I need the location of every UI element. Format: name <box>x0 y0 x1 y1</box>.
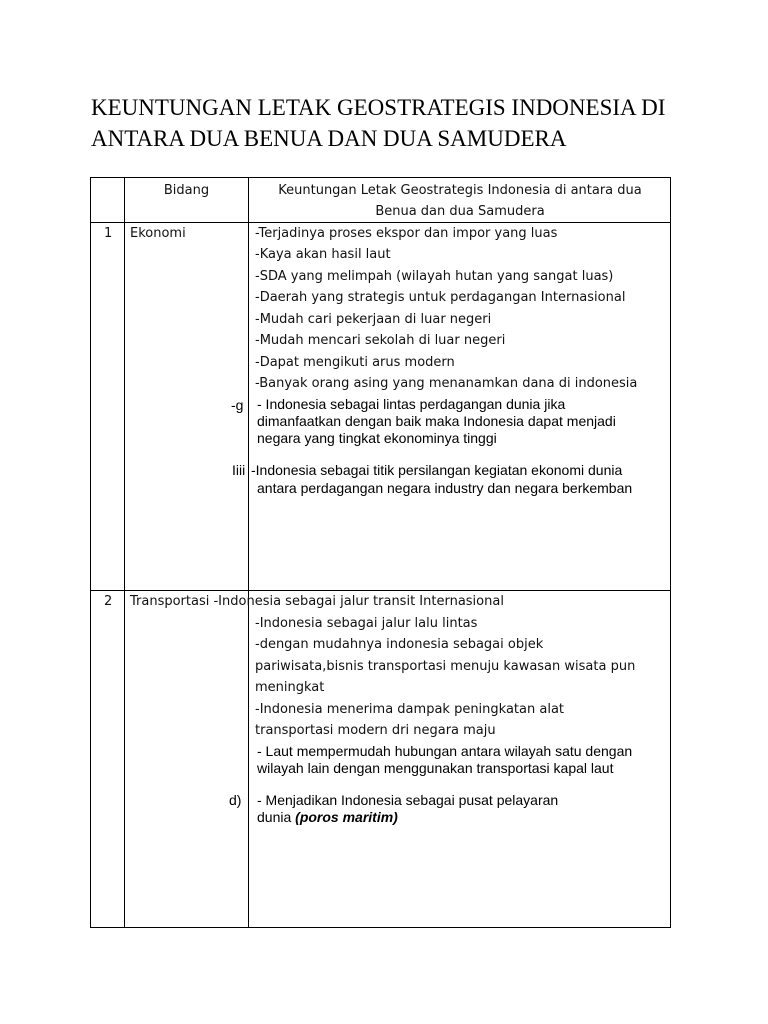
row-1-marker-g: -g <box>231 397 244 413</box>
title-line-2: ANTARA DUA BENUA DAN DUA SAMUDERA <box>91 126 567 151</box>
row-1-point: -Mudah cari pekerjaan di luar negeri <box>255 312 492 327</box>
header-bidang: Bidang <box>163 183 210 198</box>
row-2-bidang: Transportasi -Indonesia sebagai jalur transit Internasional <box>130 594 504 609</box>
row-2-point-d: - Menjadikan Indonesia sebagai pusat pelayaran <box>257 792 559 808</box>
row-1-point: -Banyak orang asing yang menanamkan dana di indonesia <box>255 376 638 391</box>
title-line-1: KEUNTUNGAN LETAK GEOSTRATEGIS INDONESIA DI <box>91 95 666 120</box>
row-1-point: -SDA yang melimpah (wilayah hutan yang sangat luas) <box>255 269 614 284</box>
row-1-bidang: Ekonomi <box>130 226 186 241</box>
row-divider <box>91 590 670 591</box>
row-2-point: meningkat <box>255 680 325 695</box>
poros-maritim-emphasis: (poros maritim) <box>295 809 398 825</box>
row-1-point-g: negara yang tingkat ekonominya tinggi <box>257 430 497 446</box>
row-2-number: 2 <box>104 594 113 609</box>
row-1-number: 1 <box>104 226 113 241</box>
row-1-point-g: - Indonesia sebagai lintas perdagangan dunia jika <box>257 396 566 412</box>
row-2-point: pariwisata,bisnis transportasi menuju kawasan wisata pun <box>255 659 636 674</box>
column-divider-bidang <box>248 178 249 927</box>
row-2-point: -dengan mudahnya indonesia sebagai objek <box>255 637 544 652</box>
header-keuntungan-line-1: Keuntungan Letak Geostrategis Indonesia di antara dua <box>278 183 642 198</box>
row-2-marker-d: d) <box>229 792 242 808</box>
column-divider-no <box>124 178 125 927</box>
row-2-point: -Indonesia menerima dampak peningkatan alat <box>255 702 565 717</box>
row-2-point-laut: - Laut mempermudah hubungan antara wilayah satu dengan <box>257 743 633 759</box>
row-2-point: transportasi modern dri negara maju <box>255 723 496 738</box>
row-1-point: -Terjadinya proses ekspor dan impor yang luas <box>255 226 558 241</box>
row-1-point: -Kaya akan hasil laut <box>255 247 391 262</box>
document-title <box>91 92 691 154</box>
row-1-marker-iii: Iiii <box>232 462 246 478</box>
row-2-point-d-prefix: dunia <box>257 809 296 825</box>
row-2-point-d-line-2 <box>257 809 398 826</box>
row-1-point-g: dimanfaatkan dengan baik maka Indonesia dapat menjadi <box>257 413 616 429</box>
row-1-point: -Dapat mengikuti arus modern <box>255 355 455 370</box>
row-1-point-iii: -Indonesia sebagai titik persilangan kegiatan ekonomi dunia <box>251 462 623 478</box>
header-divider <box>91 222 670 223</box>
row-1-point: -Daerah yang strategis untuk perdagangan Internasional <box>255 290 626 305</box>
row-1-point: -Mudah mencari sekolah di luar negeri <box>255 333 506 348</box>
row-2-point-laut: wilayah lain dengan menggunakan transportasi kapal laut <box>257 760 614 776</box>
row-1-point-iii: antara perdagangan negara industry dan negara berkemban <box>257 480 633 496</box>
geostrategic-table <box>90 177 671 928</box>
header-keuntungan-line-2: Benua dan dua Samudera <box>375 204 545 219</box>
row-2-point: -Indonesia sebagai jalur lalu lintas <box>255 616 478 631</box>
